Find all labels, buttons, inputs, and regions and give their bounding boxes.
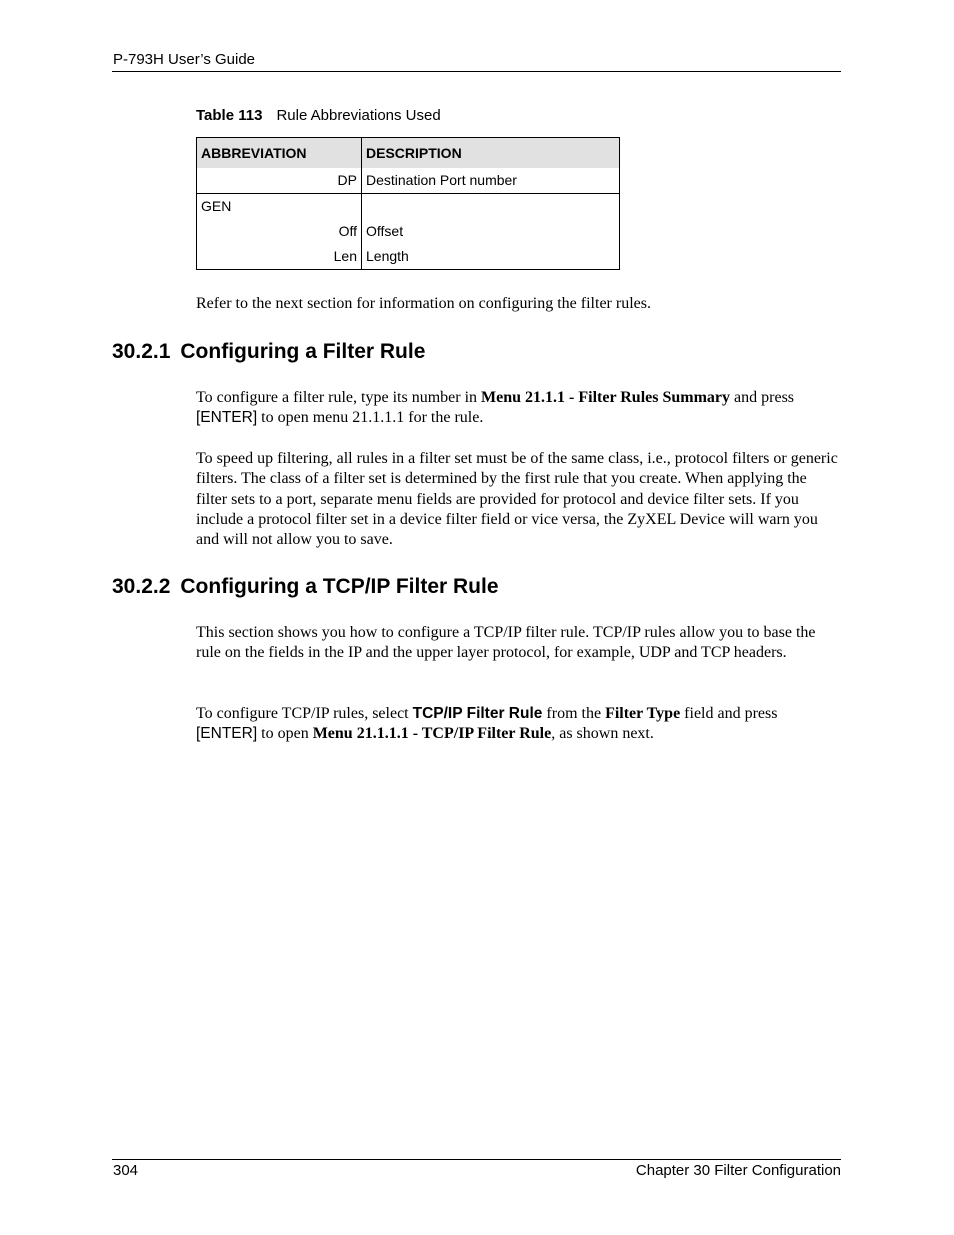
key-reference: [ENTER] xyxy=(196,725,258,743)
footer-divider xyxy=(112,1159,841,1160)
table-row xyxy=(197,194,620,220)
text-run: to open xyxy=(257,725,313,743)
section-number: 30.2.2 xyxy=(112,575,171,598)
column-header-abbreviation: ABBREVIATION xyxy=(197,138,362,169)
text-run: field and press xyxy=(680,705,778,722)
section-title: Configuring a Filter Rule xyxy=(180,340,426,363)
column-header-description: DESCRIPTION xyxy=(362,138,620,169)
text-run: from the xyxy=(542,705,606,722)
table-caption-label: Table 113 xyxy=(196,107,263,124)
menu-reference: Menu 21.1.1.1 - TCP/IP Filter Rule xyxy=(312,725,552,743)
table-caption xyxy=(196,107,441,124)
section-heading-tcpip-filter-rule xyxy=(112,575,499,599)
filter-rule-paragraph-1 xyxy=(196,388,841,429)
page-number: 304 xyxy=(113,1162,139,1179)
table-header-row xyxy=(197,138,620,169)
description-cell: Destination Port number xyxy=(366,172,517,188)
table-row xyxy=(197,219,620,244)
abbreviation-cell: Off xyxy=(197,219,362,244)
key-reference: [ENTER] xyxy=(196,409,258,427)
intro-paragraph: Refer to the next section for information on configuring the filter rules. xyxy=(196,295,651,312)
tcpip-paragraph-2 xyxy=(196,704,841,745)
text-run: to open menu 21.1.1.1 for the rule. xyxy=(257,409,484,427)
abbreviation-cell: GEN xyxy=(197,194,362,220)
filter-rule-paragraph-2: To speed up filtering, all rules in a filter set must be of the same class, i.e., protocol filters or generic filters. The class of a filter set is determined by the first rule that you create. When applying the filter sets to a port, separate menu fields are provided for protocol and device filter sets. If you include a protocol filter set in a device filter field or vice versa, the ZyXEL Device will warn you and will not allow you to save. xyxy=(196,450,838,549)
abbreviation-cell: DP xyxy=(197,168,362,194)
running-header-title: P-793H User’s Guide xyxy=(113,51,256,68)
section-number: 30.2.1 xyxy=(112,340,171,363)
section-heading-filter-rule xyxy=(112,340,425,364)
table-row xyxy=(197,244,620,270)
text-run: To configure a filter rule, type its number in xyxy=(196,389,482,406)
abbreviations-table xyxy=(196,137,620,270)
description-cell xyxy=(362,194,620,220)
tcpip-paragraph-1: This section shows you how to configure a TCP/IP filter rule. TCP/IP rules allow you to base the rule on the fields in the IP and the upper layer protocol, for example, UDP and TCP headers. xyxy=(196,624,816,662)
section-title: Configuring a TCP/IP Filter Rule xyxy=(180,575,499,598)
abbreviation-cell: Len xyxy=(197,244,362,270)
description-cell: Length xyxy=(366,248,409,264)
footer-chapter-title: Chapter 30 Filter Configuration xyxy=(635,1162,841,1179)
header-divider xyxy=(112,71,841,72)
option-reference: TCP/IP Filter Rule xyxy=(412,705,543,722)
description-cell: Offset xyxy=(366,223,404,239)
table-row xyxy=(197,168,620,194)
menu-reference: Menu 21.1.1 - Filter Rules Summary xyxy=(481,389,731,406)
text-run: and press xyxy=(730,389,795,406)
field-reference: Filter Type xyxy=(605,705,681,722)
text-run: , as shown next. xyxy=(551,725,654,743)
text-run: To configure TCP/IP rules, select xyxy=(196,705,413,722)
table-caption-title: Rule Abbreviations Used xyxy=(276,107,441,124)
